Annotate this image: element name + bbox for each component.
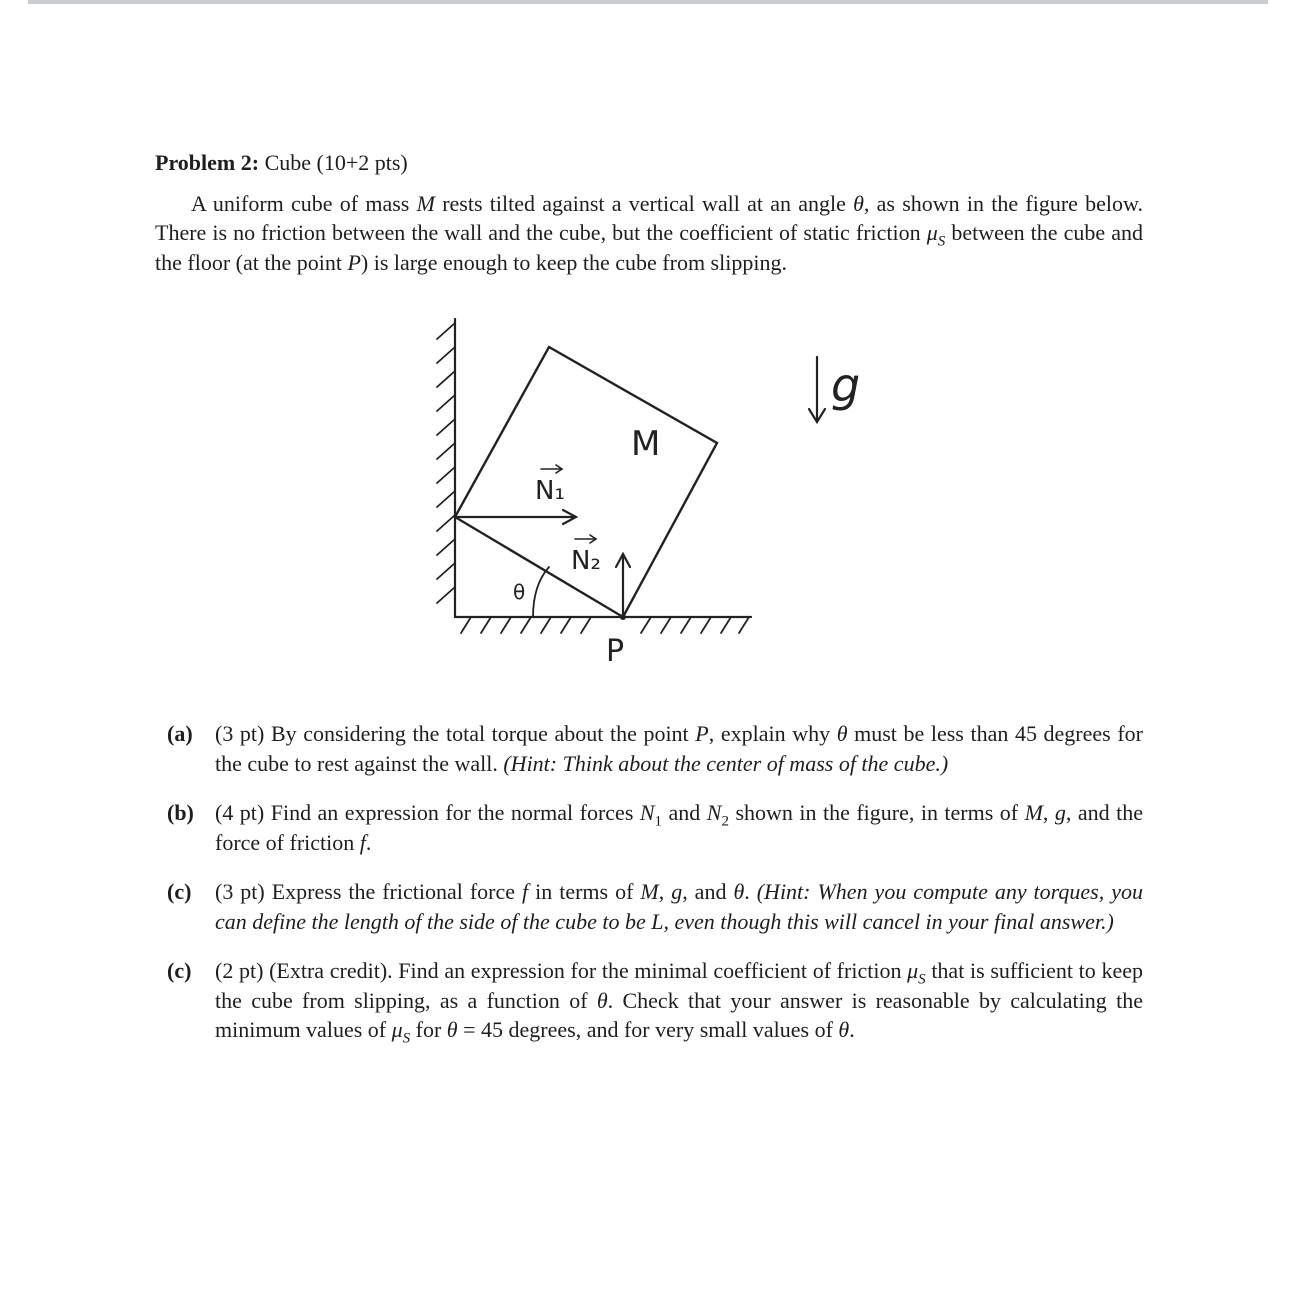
question-d-text-5: = 45 degrees, and for very small values of: [457, 1017, 839, 1042]
floor-hatching: [461, 617, 749, 633]
intro-text-5: ) is large enough to keep the cube from slipping.: [360, 249, 787, 275]
wall-hatching: [437, 323, 455, 603]
question-b-label: (b): [167, 800, 194, 825]
question-b-n1-subscript: 1: [654, 813, 663, 830]
question-a-hint: (Hint: Think about the center of mass of the cube.): [503, 750, 949, 776]
question-b-text-1: (4 pt) Find an expression for the normal forces: [215, 800, 640, 825]
intro-mu-subscript: S: [937, 233, 946, 250]
question-c-text-2: in terms of: [528, 879, 641, 904]
question-d-theta-symbol-2: θ: [446, 1017, 458, 1042]
question-b-text-4: ,: [1042, 800, 1055, 825]
question-c-text-5: .: [744, 879, 757, 904]
n2-label: N₂: [571, 546, 601, 576]
question-c-g-symbol: g: [671, 879, 683, 904]
question-b-n2-subscript: 2: [721, 813, 729, 830]
intro-text-2: rests tilted against a vertical wall at an angle: [434, 190, 854, 216]
question-d-label: (c): [167, 958, 192, 983]
question-a-text-2: , explain why: [708, 721, 837, 746]
question-c: [155, 877, 1143, 936]
top-divider: [28, 0, 1268, 4]
intro-text-3: , as shown in the figure below. There is no friction between the wall and the cube, but the coefficient of static friction: [155, 190, 1143, 245]
question-b-text-5: , and the force of friction: [215, 800, 1143, 855]
question-d-text-6: .: [849, 1017, 855, 1042]
cube-figure: [399, 307, 869, 687]
question-b-text-6: .: [365, 829, 372, 855]
intro-mu-symbol: μ: [926, 220, 938, 245]
question-b-text-3: shown in the figure, in terms of: [728, 800, 1025, 825]
question-a-label: (a): [167, 721, 193, 746]
gravity-label: g: [831, 358, 861, 412]
question-list: [155, 719, 1143, 1045]
intro-mass-symbol: M: [416, 190, 435, 216]
question-b: [155, 798, 1143, 857]
question-a-theta-symbol: θ: [836, 721, 848, 746]
question-d-theta-symbol: θ: [596, 987, 608, 1013]
point-p-dot: [620, 614, 626, 620]
question-c-text-3: ,: [658, 879, 672, 904]
problem-title: Cube (10+2 pts): [259, 150, 408, 175]
question-d-mu-subscript: S: [918, 971, 926, 988]
question-b-text-2: and: [662, 800, 707, 825]
cube-outline: [455, 347, 717, 617]
question-c-mass-symbol: M: [640, 879, 659, 904]
intro-point-symbol: P: [347, 249, 361, 275]
intro-theta-symbol: θ: [853, 190, 864, 216]
question-c-hint: (Hint: When you compute any torques, you can define the length of the side of the cube to be L, even though this will cancel in your final answer.): [215, 879, 1143, 934]
question-c-text-1: (3 pt) Express the frictional force: [215, 879, 523, 904]
question-d-text-2: that is sufficient to keep the cube from slipping, as a function of: [215, 958, 1143, 1013]
question-b-f-symbol: f: [359, 829, 366, 855]
question-c-f-symbol: f: [522, 879, 529, 904]
question-c-theta-symbol: θ: [733, 879, 745, 904]
theta-arc: [533, 567, 549, 617]
question-a-text-1: (3 pt) By considering the total torque about the point: [215, 721, 696, 746]
problem-statement: [155, 189, 1143, 278]
problem-heading: [155, 148, 1143, 178]
question-d-mu-subscript-2: S: [402, 1030, 411, 1047]
cube-diagram: [399, 307, 869, 687]
mass-label: M: [631, 424, 661, 464]
question-d: [155, 956, 1143, 1045]
question-d-text-3: . Check that your answer is reasonable by calculating the minimum values of: [215, 987, 1143, 1042]
question-b-g-symbol: g: [1054, 800, 1066, 825]
question-a: [155, 719, 1143, 778]
question-a-text-3: must be less than 45 degrees for the cube to rest against the wall.: [215, 721, 1143, 776]
question-b-n1-symbol: N: [639, 800, 655, 825]
question-d-theta-symbol-3: θ: [838, 1017, 850, 1042]
problem-page: [155, 148, 1143, 1065]
theta-label: θ: [513, 580, 526, 604]
problem-label: Problem 2:: [155, 150, 260, 175]
point-p-label: P: [606, 634, 625, 669]
question-b-n2-symbol: N: [706, 800, 722, 825]
question-d-text-1: (2 pt) (Extra credit). Find an expression for the minimal coefficient of friction: [215, 958, 908, 983]
question-c-label: (c): [167, 879, 192, 904]
question-d-mu-symbol-2: μ: [391, 1017, 403, 1042]
n1-label: N₁: [535, 476, 565, 506]
intro-text-1: A uniform cube of mass: [191, 190, 417, 216]
question-b-mass-symbol: M: [1024, 800, 1043, 825]
question-c-text-4: , and: [682, 879, 734, 904]
question-d-text-4: for: [410, 1017, 447, 1042]
question-a-point-symbol: P: [695, 721, 709, 746]
intro-text-4: between the cube and the floor (at the point: [155, 220, 1143, 275]
question-d-mu-symbol: μ: [907, 958, 919, 983]
